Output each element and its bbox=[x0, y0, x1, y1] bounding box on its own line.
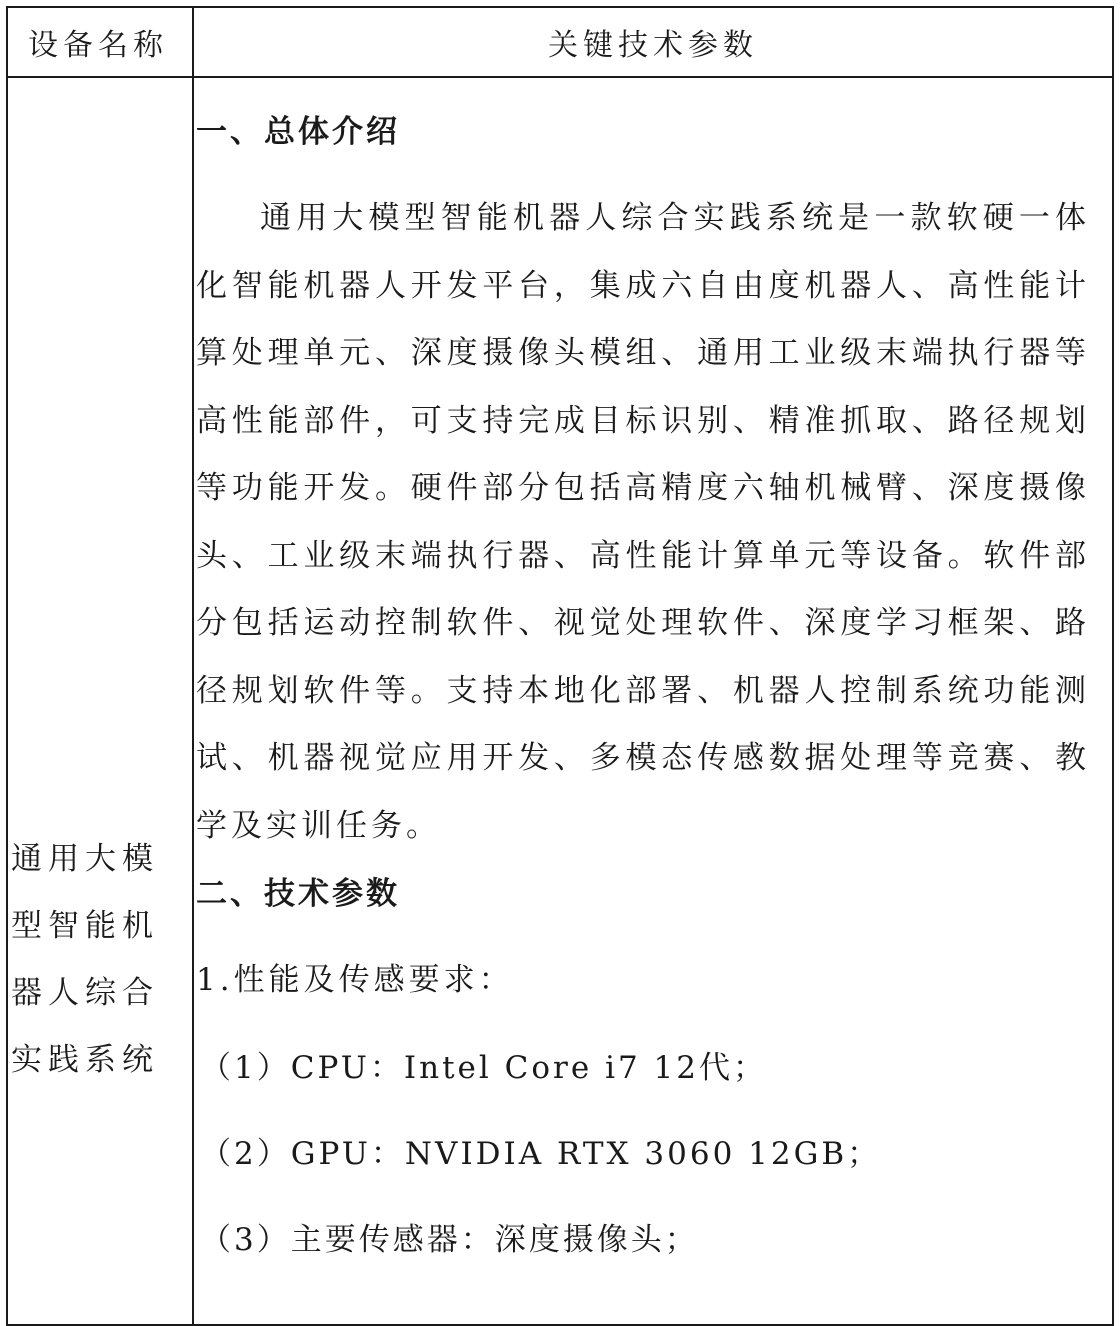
params-cell bbox=[193, 77, 1113, 1325]
header-key-params: 关键技术参数 bbox=[193, 7, 1113, 77]
device-name: 通用大模型智能机器人综合实践系统 bbox=[11, 841, 159, 1078]
section-title-tech-params: 二、技术参数 bbox=[196, 876, 400, 912]
table-row bbox=[7, 77, 1113, 1325]
subsection-performance-sensing: 1.性能及传感要求： bbox=[196, 962, 514, 998]
device-name-cell bbox=[7, 77, 193, 1325]
header-row bbox=[7, 7, 1113, 77]
header-device-name: 设备名称 bbox=[7, 7, 193, 77]
section-title-overview: 一、总体介绍 bbox=[196, 114, 400, 150]
spec-item-cpu: （1）CPU：Intel Core i7 12代； bbox=[200, 1050, 768, 1086]
spec-table bbox=[6, 6, 1114, 1326]
intro-paragraph: 通用大模型智能机器人综合实践系统是一款软硬一体化智能机器人开发平台，集成六自由度机器人、高性能计算处理单元、深度摄像头模组、通用工业级末端执行器等高性能部件，可支持完成目标识别、精准抓取、路径规划等功能开发。硬件部分包括高精度六轴机械臂、深度摄像头、工业级末端执行器、高性能计算单元等设备。软件部分包括运动控制软件、视觉处理软件、深度学习框架、路径规划软件等。支持本地化部署、机器人控制系统功能测试、机器视觉应用开发、多模态传感数据处理等竞赛、教学及实训任务。 bbox=[196, 200, 1090, 844]
spec-item-gpu: （2）GPU：NVIDIA RTX 3060 12GB； bbox=[200, 1136, 882, 1172]
spec-item-sensor: （3）主要传感器：深度摄像头； bbox=[200, 1222, 699, 1258]
